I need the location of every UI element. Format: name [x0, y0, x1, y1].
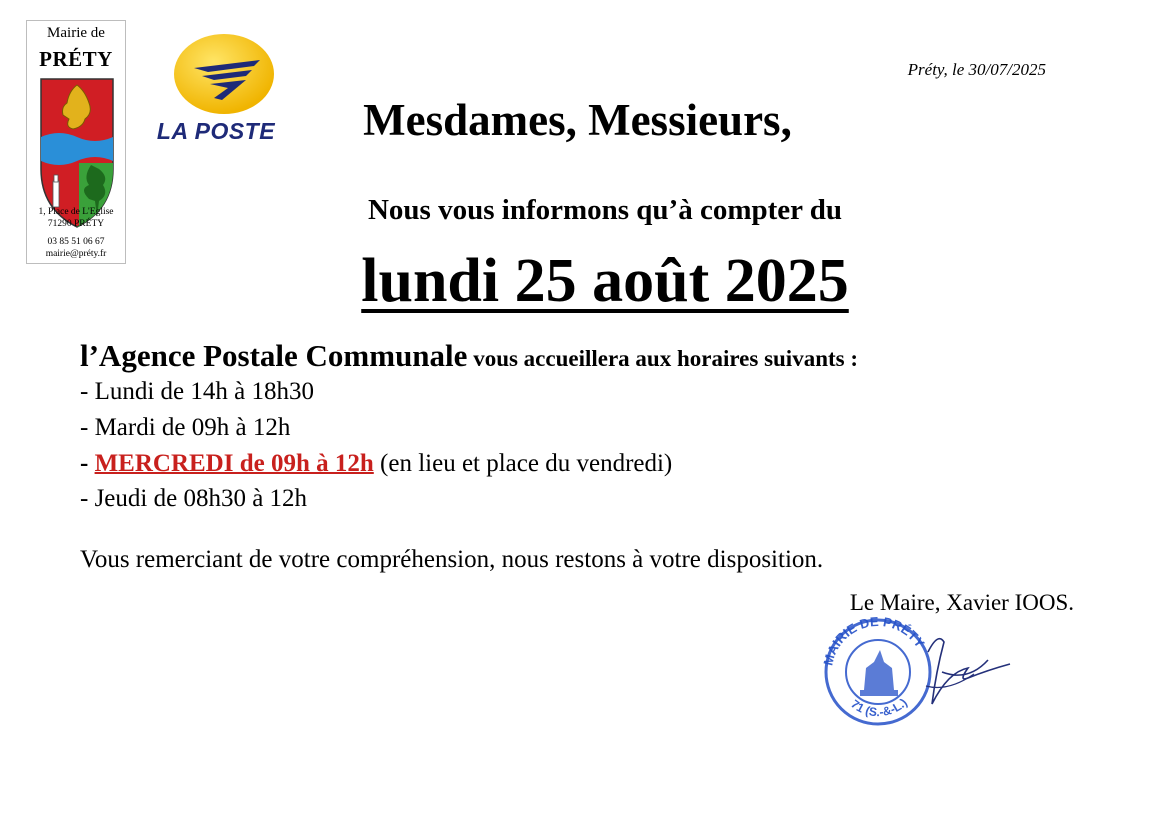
- svg-text:71 (S.-&-L.): 71 (S.-&-L.): [848, 695, 910, 720]
- start-date-heading: lundi 25 août 2025: [361, 247, 849, 315]
- signoff-text: Le Maire, Xavier IOOS.: [849, 590, 1074, 615]
- greeting-heading: Mesdames, Messieurs,: [363, 95, 792, 145]
- svg-text:MAIRIE DE PRÉTY: MAIRIE DE PRÉTY: [820, 613, 928, 667]
- hours-wednesday-note: (en lieu et place du vendredi): [373, 450, 673, 477]
- mairie-address-line2: 71290 PRÉTY: [47, 219, 105, 229]
- hours-wednesday-highlight: MERCREDI de 09h à 12h: [94, 450, 374, 477]
- agency-name: l’Agence Postale Communale: [80, 338, 468, 373]
- hours-wednesday-dash: -: [80, 450, 95, 477]
- mairie-address-line1: 1, Place de L'Eglise: [38, 207, 114, 217]
- agency-announcement-rest: vous accueillera aux horaires suivants :: [467, 346, 859, 371]
- agency-announcement: [80, 338, 1080, 374]
- mairie-phone: 03 85 51 06 67: [47, 237, 105, 247]
- closing-text: Vous remerciant de votre compréhension, nous restons à votre disposition.: [80, 546, 824, 573]
- mairie-email: mairie@préty.fr: [45, 249, 107, 259]
- hours-monday: - Lundi de 14h à 18h30: [80, 378, 314, 405]
- mairie-label: Mairie de: [47, 25, 105, 41]
- intro-text: Nous vous informons qu’à compter du: [367, 194, 842, 226]
- mairie-name: PRÉTY: [39, 47, 113, 71]
- date-line: Préty, le 30/07/2025: [907, 60, 1046, 79]
- hours-tuesday: - Mardi de 09h à 12h: [80, 414, 291, 441]
- mairie-stamp-icon: [818, 612, 1018, 732]
- mairie-card: [26, 20, 126, 264]
- laposte-logo-text: LA POSTE: [156, 118, 276, 144]
- hours-wednesday: [80, 450, 672, 478]
- hours-thursday: - Jeudi de 08h30 à 12h: [80, 485, 308, 512]
